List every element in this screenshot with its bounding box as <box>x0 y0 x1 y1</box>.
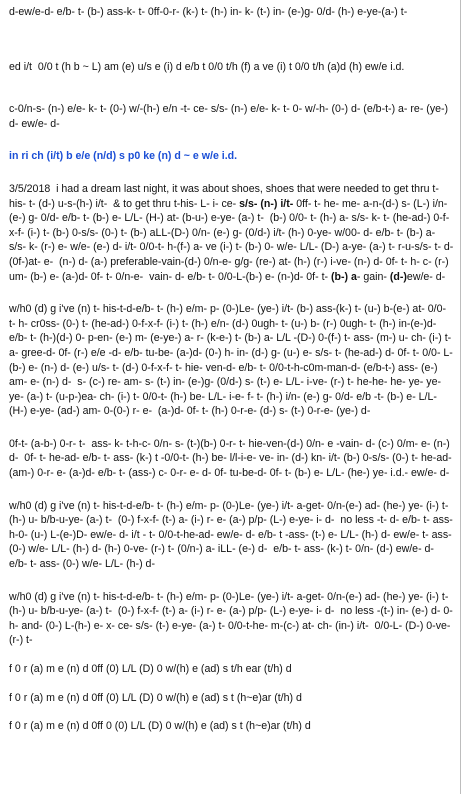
paragraph-9: w/h0 (d) g i've (n) t- his-t-d-e/b- t- (h-) e/m- p- (0-)Le- (ye-) i/t- a-get- 0/n-(e-) ad- (he-) ye- (i-) t- (h-) u- b/b-u-ye- (a-) t- (0-) f-x-f- (t-) a- (i-) r- e- (a-) p/p- (L-) e-ye- i- d- no less -(t-) in- (e-) d- 0-h- and- (0-) L-(h-) e- x- ce- s/s- (t-) e-ye- (a-) t- 0/0-t-he- m-(c-) at- ch- (in-) i/t- 0/0-L- (D-) 0-ve- (r-) t- <box>9 590 454 647</box>
closing-line-3: f 0 r (a) m e (n) d 0ff 0 (0) L/L (D) 0 w/(h) e (ad) s t (h~e)ar (t/h) d <box>9 720 311 733</box>
paragraph-spacer <box>9 131 454 149</box>
highlighted-line: in ri ch (i/t) b e/e (n/d) s p0 ke (n) d ~ e w/e i.d. <box>9 150 238 163</box>
bold-fragment: (d-) <box>389 270 407 283</box>
dream-text: 3/5/2018 i had a dream last night, it was about shoes, shoes that were needed to get thru t-his- t- (d-) u-s-(h-) i/t- & to get thru t-his- L- i- ce- <box>9 182 439 210</box>
paragraph-spacer <box>9 419 454 437</box>
paragraph-spacer <box>9 164 454 182</box>
paragraph-8: w/h0 (d) g i've (n) t- his-t-d-e/b- t- (h-) e/m- p- (0-)Le- (ye-) i/t- a-get- 0/n-(e-) ad- (he-) ye- (i-) t- (h-) u- b/b-u-ye- (a-) t- (0-) f-x-f- (t-) a- (i-) r- e- (a-) p/p- (L-) e-ye- i- d- no less -t- d- e/b- t- ass- h-0- (u-) L-(e-)D- ew/e- d- i/t - t- 0/0-t-he-ad- ew/e- d- e/b- t -ass- (t-) e- L/L- (h-) d- ew/e- t- ass- (0-) w/e- L/L- (h-) d- (h-) 0-ve- (r-) t- (0/n-) a- iLL- (e-) d- e/b- t- ass- (k-) t- 0/n- (d-) ew/e- d- e/b- t- ass- (0-) w/e- L/L- (h-) d- <box>9 499 456 571</box>
dream-text: - gain- <box>356 270 390 283</box>
paragraph-2: ed i/t 0/0 t (h b ~ L) am (e) u/s e (i) d e/b t 0/0 t/h (f) a ve (i) t 0/0 t/h (a)d (h) ew/e i.d. <box>9 60 405 73</box>
bold-fragment: s/s- (n-) i/t- <box>239 197 294 210</box>
dream-text: ew/e- d- <box>406 270 446 283</box>
bold-fragment: (b-) a <box>330 270 357 283</box>
paragraph-spacer <box>9 74 454 102</box>
paragraph-1: d-ew/e-d- e/b- t- (b-) ass-k- t- 0ff-0-r- (k-) t- (h-) in- k- (t-) in- (e-)g- 0/d- (h-) e-ye-(a-) t- <box>9 6 408 18</box>
paragraph-spacer <box>9 284 454 302</box>
dream-entry-paragraph <box>9 182 457 284</box>
paragraph-3: c-0/n-s- (n-) e/e- k- t- (0-) w/-(h-) e/n -t- ce- s/s- (n-) e/e- k- t- 0- w/-h- (0-) d- (e/b-t-) a- re- (ye-) d- ew/e- d- <box>9 103 452 130</box>
paragraph-6: w/h0 (d) g i've (n) t- his-t-d-e/b- t- (h-) e/m- p- (0-)Le- (ye-) i/t- (b-) ass-(k-) t- (u-) b-(e-) at- 0/0- t- h- cr0ss- (0-) t- (he-ad-) 0-f-x-f- (i-) t- (h-) e/n- (d-) 0ugh- t- (u-) b- (r-) 0ugh- t- (h-) in-(e-)d- e/b- t- (h-)(d-) 0- p-en- (e-) m- (e-ye-) a- r- (k-e-) t- (b-) a- L/L -(D-) 0-(f-) t- ass- (m-) u- ch- (i-) t- a- gree-d- 0f- (r-) e/e -d- e/b- tu-be- (a-)d- (0-) h- in- (d-) g- (u-) e- s/s- t- (he-ad-) d- 0f- t- 0/0- L-(b-) e- (n-) d- (e-) u/s- t- (d-) 0-f-x-f- t- hie- ven-d- e/b- t- 0/0-t-h-c0m-man-d- (e/b-t-) ass- (e-) am- e- (n-) d- s- (c-) re- am- s- (t-) in- (e-)g- (0/d-) s- (t-) e- L/L- i-ve- (r-) t- he-he- he- ye- ye-ye- (a-) t- (u-p-)ea- ch- (i-) t- 0/0-t- (h-) be- L/L- i-e- f- t- (h-) i/n- (e-) g- 0/d- e/b -t- (b-) e- L/L- (H-) e-ye- (ad-) am- 0-(0-) r- e- (a-)d- 0f- t- (h-) 0-r-e- (d-) s- (t-) 0-r-e- (ye-) d- <box>9 303 455 418</box>
dream-text: 0ff- t- he- me- a-n-(d-) s- (L-) i/n- (e-) g- 0/d- e/b- t- (b-) e- L/L- (H-) at- (b-u-) e-ye- (a-) t- (b-) 0/0- t- (h-) a- s/s- k- t- (he-ad-) 0-f-x-f- (i-) t- (b-) 0-s/s- (0-) t- (b-) aLL-(D-) 0/n- (e-) g- (0/d-) i/t- (h-) 0-ye- w/00- d- e/b- t- (b-) a- s/s- k- (r-) e- w/e- (e-) d- i/t- 0/0-t- h-(f-) a- ve (i-) t- (b-) 0- w/e- L/L- (D-) a-ye- (a-) t- r-u-s/s- t- d- (0f-)at- e- (n-) d- (a-) preferable-vain-(d-) 0/n-e- g/g- (re-) at- (h-) (r-) i-ve- (n-) d- 0f- t- h- c- (r-) um- (b-) e- (a-)d- 0f- t- 0/n-e- vain- d- e/b- t- 0/0-L-(b-) e- (n-)d- 0f- t- <box>9 197 457 283</box>
paragraph-spacer <box>9 705 454 719</box>
closing-line-1: f 0 r (a) m e (n) d 0ff (0) L/L (D) 0 w/(h) e (ad) s t/h ear (t/h) d <box>9 663 292 675</box>
paragraph-spacer <box>9 572 454 590</box>
paragraph-spacer <box>9 677 454 691</box>
closing-line-2: f 0 r (a) m e (n) d 0ff (0) L/L (D) 0 w/(h) e (ad) s t (h~e)ar (t/h) d <box>9 691 302 704</box>
paragraph-7: 0f-t- (a-b-) 0-r- t- ass- k- t-h-c- 0/n- s- (t-)(b-) 0-r- t- hie-ven-(d-) 0/n- e -vain- d- (c-) 0/m- e- (n-) d- 0f- t- he-ad- e/b- t- ass- (k-) t -0/0-t- (h-) be- l/l-i-e- ve- in- (d-) kn- i/t- (b-) 0-s/s- (0-) t- he-ad- (am-) 0-r- e- (a-)d- e/b- t- (ass-) c- 0-r- e- d- 0f- tu-be-d- 0f- t- (b-) e- L/L- (he-) ye- i.d.- ew/e- d- <box>9 437 455 480</box>
paragraph-spacer <box>9 481 454 499</box>
paragraph-spacer <box>9 20 454 60</box>
paragraph-spacer <box>9 648 454 662</box>
